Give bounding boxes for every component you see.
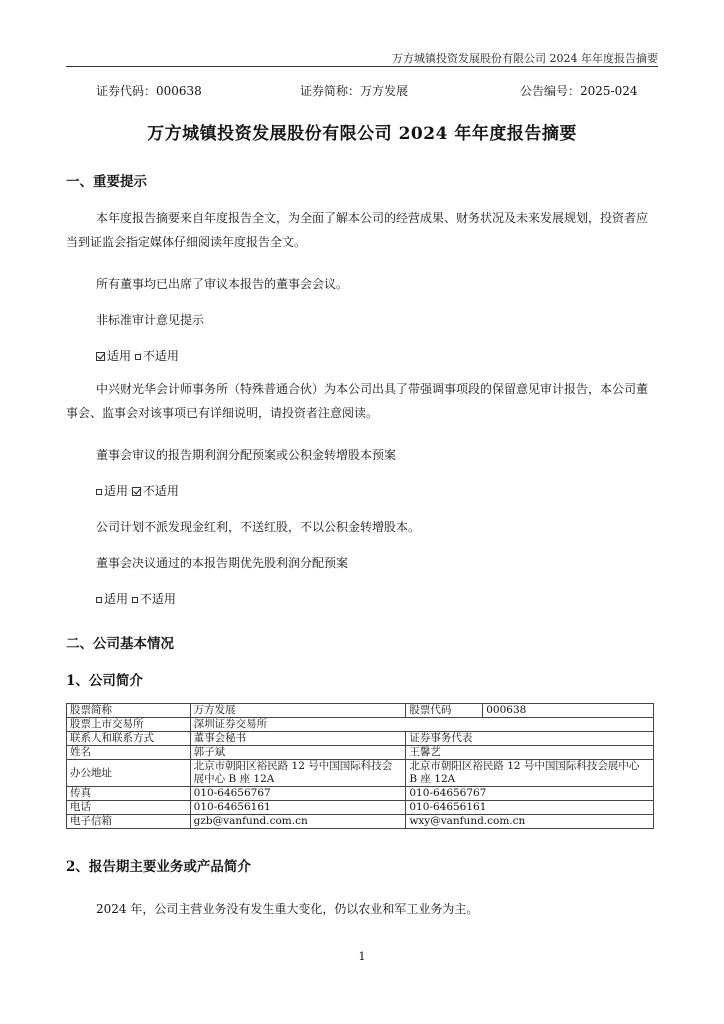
table-cell: 010-64656161 xyxy=(190,801,406,815)
table-cell: 北京市朝阳区裕民路 12 号中国国际科技会展中心 B 座 12A xyxy=(406,760,654,787)
table-cell: 王馨艺 xyxy=(406,746,654,760)
table-row xyxy=(67,704,654,718)
section-heading-company-basics: 二、公司基本情况 xyxy=(66,636,174,652)
table-cell: 证券事务代表 xyxy=(406,732,654,746)
paragraph-no-dividend: 公司计划不派发现金红利，不送红股，不以公积金转增股本。 xyxy=(96,520,421,534)
option-preferred-plan xyxy=(96,590,176,607)
table-row xyxy=(67,746,654,760)
table-cell: 电话 xyxy=(67,801,191,815)
table-row xyxy=(67,760,654,787)
option-profit-plan xyxy=(96,482,179,499)
checkbox-checked-icon xyxy=(96,352,105,361)
paragraph-main-business: 2024 年，公司主营业务没有发生重大变化，仍以农业和军工业务为主。 xyxy=(96,902,479,916)
table-cell: 股票简称 xyxy=(67,704,191,718)
table-cell: 郭子斌 xyxy=(190,746,406,760)
page-number: 1 xyxy=(358,950,366,963)
checkbox-empty-icon xyxy=(96,489,102,495)
table-cell: 办公地址 xyxy=(67,760,191,787)
subheading-company-profile: 1、公司简介 xyxy=(66,673,143,689)
paragraph-audit-opinion-label: 非标准审计意见提示 xyxy=(96,313,205,327)
table-cell: 董事会秘书 xyxy=(190,732,406,746)
table-cell: 联系人和联系方式 xyxy=(67,732,191,746)
stock-code: 证券代码：000638 xyxy=(96,84,202,98)
option-applicable: 适用 xyxy=(104,484,129,498)
checkbox-empty-icon xyxy=(135,354,141,360)
table-cell: 深圳证券交易所 xyxy=(190,718,653,732)
checkbox-empty-icon xyxy=(132,597,138,603)
table-cell: gzb@vanfund.com.cn xyxy=(190,815,406,829)
option-not-applicable: 不适用 xyxy=(142,349,179,363)
table-row xyxy=(67,815,654,829)
option-not-applicable: 不适用 xyxy=(142,484,179,498)
announcement-number: 公告编号：2025-024 xyxy=(520,84,638,98)
subheading-business-overview: 2、报告期主要业务或产品简介 xyxy=(66,859,251,875)
option-applicable: 适用 xyxy=(107,349,132,363)
option-applicable: 适用 xyxy=(104,592,129,606)
paragraph-profit-plan-label: 董事会审议的报告期利润分配预案或公积金转增股本预案 xyxy=(96,448,397,462)
paragraph-summary-source: 本年度报告摘要来自年度报告全文，为全面了解本公司的经营成果、财务状况及未来发展规划，投资者应当到证监会指定媒体仔细阅读年度报告全文。 xyxy=(66,211,649,249)
table-cell: 010-64656161 xyxy=(406,801,654,815)
table-cell: 010-64656767 xyxy=(406,787,654,801)
paragraph-board-attendance: 所有董事均已出席了审议本报告的董事会会议。 xyxy=(96,277,349,291)
table-row xyxy=(67,718,654,732)
running-header: 万方城镇投资发展股份有限公司 2024 年年度报告摘要 xyxy=(392,52,658,65)
header-rule xyxy=(66,66,658,67)
table-cell: 电子信箱 xyxy=(67,815,191,829)
table-cell: 万方发展 xyxy=(190,704,406,718)
table-row xyxy=(67,787,654,801)
company-profile-table xyxy=(66,703,654,829)
section-heading-important-notice: 一、重要提示 xyxy=(66,174,147,190)
table-row xyxy=(67,801,654,815)
table-row xyxy=(67,732,654,746)
checkbox-checked-icon xyxy=(132,487,141,496)
paragraph-auditor-report: 中兴财光华会计师事务所（特殊普通合伙）为本公司出具了带强调事项段的保留意见审计报告，本公司董事会、监事会对该事项已有详细说明，请投资者注意阅读。 xyxy=(66,382,649,420)
document-title: 万方城镇投资发展股份有限公司 2024 年年度报告摘要 xyxy=(147,124,577,144)
table-cell: wxy@vanfund.com.cn xyxy=(406,815,654,829)
table-cell: 股票代码 xyxy=(406,704,483,718)
table-cell: 股票上市交易所 xyxy=(67,718,191,732)
checkbox-empty-icon xyxy=(96,597,102,603)
table-cell: 000638 xyxy=(483,704,654,718)
stock-short-name: 证券简称：万方发展 xyxy=(300,84,409,98)
table-cell: 010-64656767 xyxy=(190,787,406,801)
table-cell: 姓名 xyxy=(67,746,191,760)
option-not-applicable: 不适用 xyxy=(139,592,176,606)
table-cell: 北京市朝阳区裕民路 12 号中国国际科技会展中心 B 座 12A xyxy=(190,760,406,787)
option-audit-opinion xyxy=(96,347,179,364)
paragraph-preferred-plan-label: 董事会决议通过的本报告期优先股利润分配预案 xyxy=(96,556,349,570)
table-cell: 传真 xyxy=(67,787,191,801)
